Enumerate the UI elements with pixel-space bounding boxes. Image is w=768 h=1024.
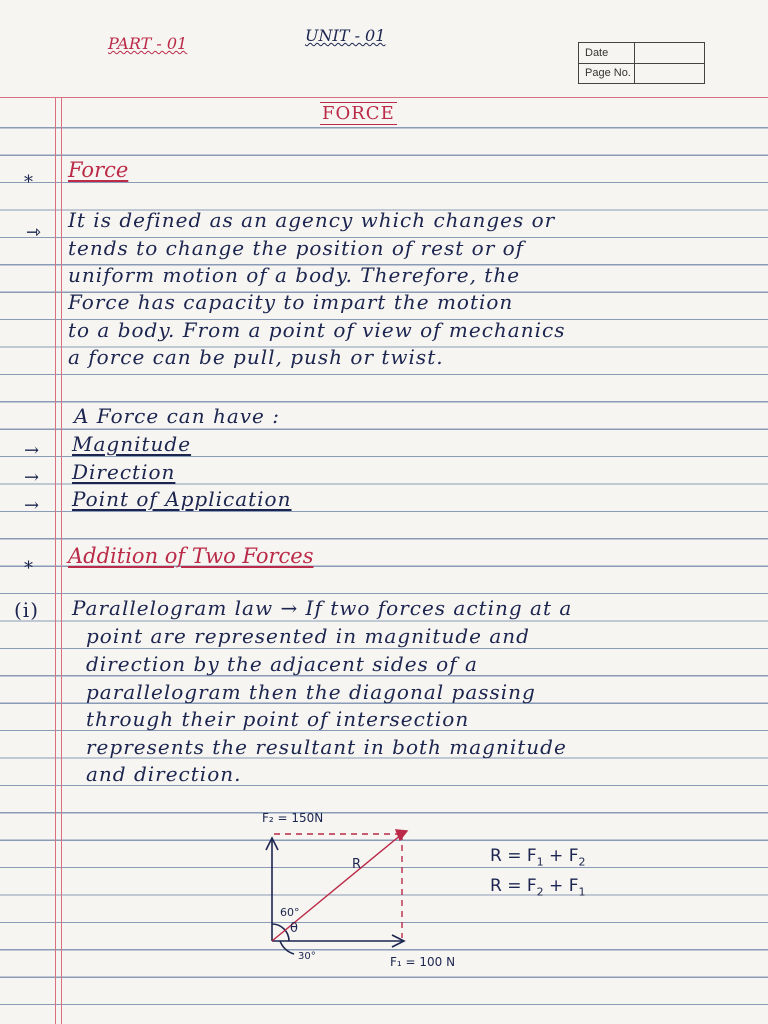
arrow-icon: → bbox=[24, 467, 40, 488]
law-line-6: represents the resultant in both magnitude bbox=[86, 735, 567, 759]
law-line-5: through their point of intersection bbox=[86, 707, 470, 731]
eq1-lhs: R bbox=[490, 846, 502, 866]
definition-line-5: to a body. From a point of view of mechanics bbox=[68, 318, 566, 342]
force-heading: Force bbox=[68, 158, 129, 182]
can-have-line: A Force can have : bbox=[74, 404, 280, 428]
property-direction: Direction bbox=[72, 460, 176, 484]
angle-arc-30 bbox=[280, 941, 294, 954]
page-no-label: Page No. bbox=[585, 67, 631, 79]
header-rule bbox=[0, 97, 768, 98]
arrow-icon: → bbox=[24, 495, 40, 516]
resultant-arrowhead-icon bbox=[396, 830, 407, 840]
margin-line-right bbox=[61, 98, 62, 1024]
eq1-sub-b: 2 bbox=[578, 855, 586, 869]
date-box bbox=[578, 42, 705, 84]
eq2-sub-b: 1 bbox=[578, 885, 586, 899]
definition-line-2: tends to change the position of rest or of bbox=[68, 236, 525, 260]
eq2-term-a: F bbox=[526, 876, 537, 896]
definition-line-6: a force can be pull, push or twist. bbox=[68, 345, 444, 369]
definition-line-4: Force has capacity to impart the motion bbox=[68, 290, 514, 314]
angle-theta-label: θ bbox=[290, 921, 298, 936]
star-bullet-icon: * bbox=[24, 172, 33, 193]
arrow-bullet-icon: ⇾ bbox=[26, 222, 42, 243]
date-row bbox=[579, 43, 704, 63]
eq2-sub-a: 2 bbox=[536, 885, 544, 899]
eq1-term-a: F bbox=[526, 846, 537, 866]
r-label: R bbox=[352, 857, 362, 872]
law-line-2: point are represented in magnitude and bbox=[86, 624, 530, 648]
eq1-sub-a: 1 bbox=[536, 855, 544, 869]
unit-label: UNIT - 01 bbox=[305, 26, 386, 45]
page-title: FORCE bbox=[322, 103, 395, 124]
f1-label: F₁ = 100 N bbox=[390, 955, 456, 969]
f2-label: F₂ = 150N bbox=[262, 811, 324, 825]
law-line-1: Parallelogram law → If two forces acting at a bbox=[72, 596, 573, 620]
parallelogram-svg bbox=[240, 806, 500, 976]
definition-line-1: It is defined as an agency which changes or bbox=[68, 208, 556, 232]
arrow-icon: → bbox=[24, 440, 40, 461]
law-line-3: direction by the adjacent sides of a bbox=[86, 652, 478, 676]
equation-2: $R = F_2 + F_1$ bbox=[490, 876, 586, 899]
page-row bbox=[579, 63, 704, 83]
addition-heading: Addition of Two Forces bbox=[68, 544, 314, 568]
law-line-7: and direction. bbox=[86, 762, 242, 786]
law-line-4: parallelogram then the diagonal passing bbox=[86, 680, 536, 704]
property-magnitude: Magnitude bbox=[72, 432, 192, 456]
date-label: Date bbox=[585, 47, 609, 59]
property-point-of-application: Point of Application bbox=[72, 487, 292, 511]
angle-30-label: 30° bbox=[298, 951, 316, 962]
eq1-term-b: F bbox=[568, 846, 579, 866]
eq2-lhs: R bbox=[490, 876, 502, 896]
angle-60-label: 60° bbox=[280, 906, 300, 919]
part-label: PART - 01 bbox=[108, 34, 188, 53]
parallelogram-diagram bbox=[240, 806, 500, 976]
star-bullet-icon: * bbox=[24, 558, 33, 579]
law-number: (i) bbox=[14, 598, 40, 622]
definition-line-3: uniform motion of a body. Therefore, the bbox=[68, 263, 521, 287]
margin-line-left bbox=[55, 98, 56, 1024]
date-box-separator bbox=[634, 43, 635, 83]
eq2-term-b: F bbox=[568, 876, 579, 896]
equation-1: $R = F_1 + F_2$ bbox=[490, 846, 586, 869]
